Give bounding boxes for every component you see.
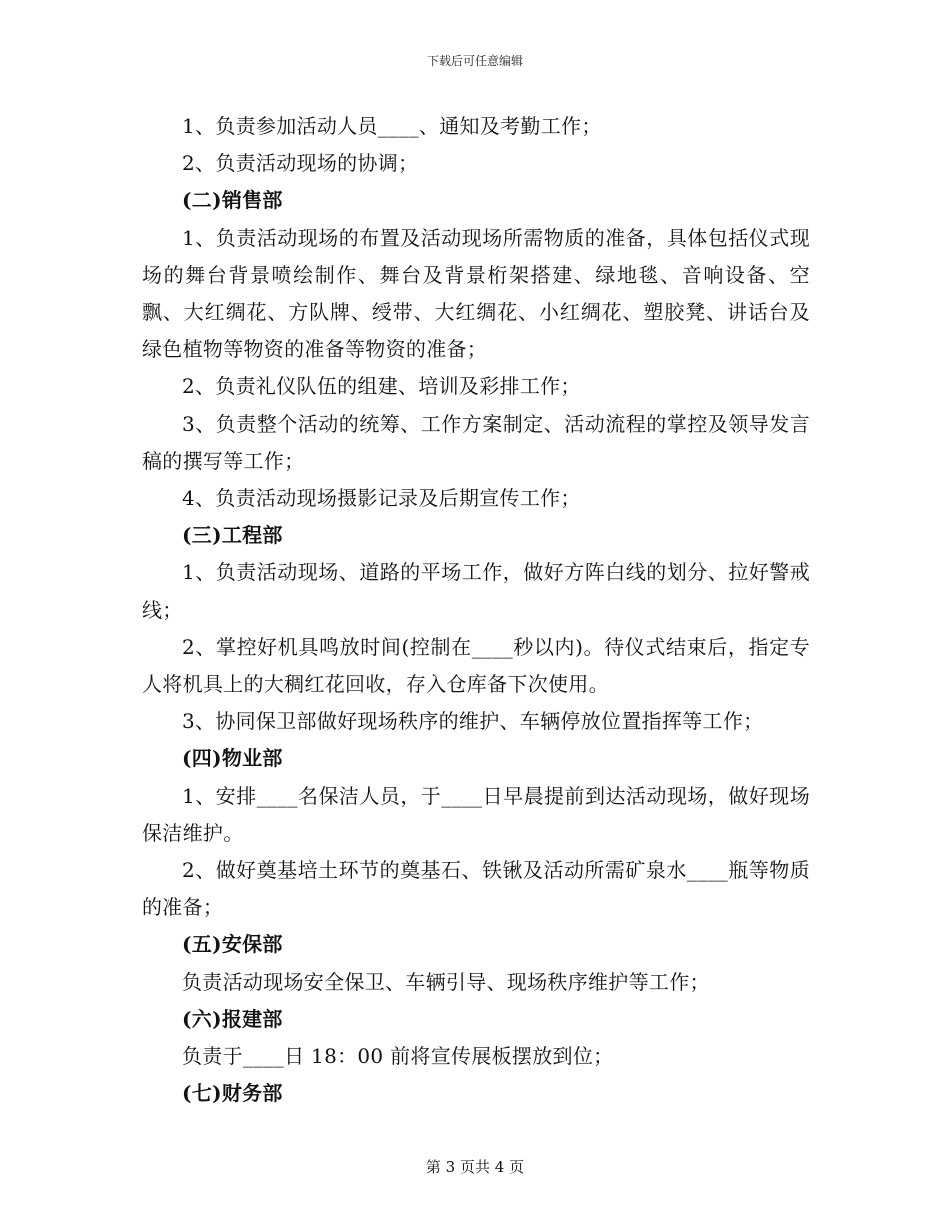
section-heading: (七)财务部 xyxy=(182,1081,283,1106)
paragraph: 2、负责礼仪队伍的组建、培训及彩排工作； xyxy=(182,374,581,399)
page-header: 下载后可任意编辑 xyxy=(426,54,523,68)
section-heading: (五)安保部 xyxy=(182,932,283,957)
paragraph: 2、掌控好机具鸣放时间(控制在____秒以内)。待仪式结束后，指定专人将机具上的大稠红花回收，存入仓库备下次使用。 xyxy=(142,634,810,697)
page-footer: 第 3 页共 4 页 xyxy=(425,1158,525,1176)
section-heading: (六)报建部 xyxy=(182,1006,283,1031)
paragraph: 2、做好奠基培土环节的奠基石、铁锹及活动所需矿泉水____瓶等物质的准备； xyxy=(142,858,810,920)
paragraph: 3、协同保卫部做好现场秩序的维护、车辆停放位置指挥等工作； xyxy=(182,709,764,734)
paragraph: 负责于____日 18：00 前将宣传展板摆放到位； xyxy=(182,1044,614,1069)
paragraph: 1、安排____名保洁人员，于____日早晨提前到达活动现场，做好现场保洁维护。 xyxy=(142,783,810,845)
paragraph: 1、负责活动现场的布置及活动现场所需物质的准备，具体包括仪式现场的舞台背景喷绘制作、舞台及背景桁架搭建、绿地毯、音响设备、空飘、大红绸花、方队牌、绶带、大红绸花、小红绸花、塑胶凳、讲话台及绿色植物等物资的准备等物资的准备； xyxy=(142,225,810,362)
section-heading: (二)销售部 xyxy=(182,188,283,213)
paragraph: 4、负责活动现场摄影记录及后期宣传工作； xyxy=(182,486,581,511)
paragraph: 1、负责参加活动人员____、通知及考勤工作； xyxy=(182,114,602,138)
section-heading: (三)工程部 xyxy=(182,523,283,548)
paragraph: 3、负责整个活动的统筹、工作方案制定、活动流程的掌控及领导发言稿的撰写等工作； xyxy=(142,411,810,473)
paragraph: 2、负责活动现场的协调； xyxy=(182,151,419,176)
document-body xyxy=(142,108,810,1112)
paragraph: 负责活动现场安全保卫、车辆引导、现场秩序维护等工作； xyxy=(182,969,710,994)
section-heading: (四)物业部 xyxy=(182,746,283,771)
paragraph: 1、负责活动现场、道路的平场工作，做好方阵白线的划分、拉好警戒线； xyxy=(142,560,810,622)
